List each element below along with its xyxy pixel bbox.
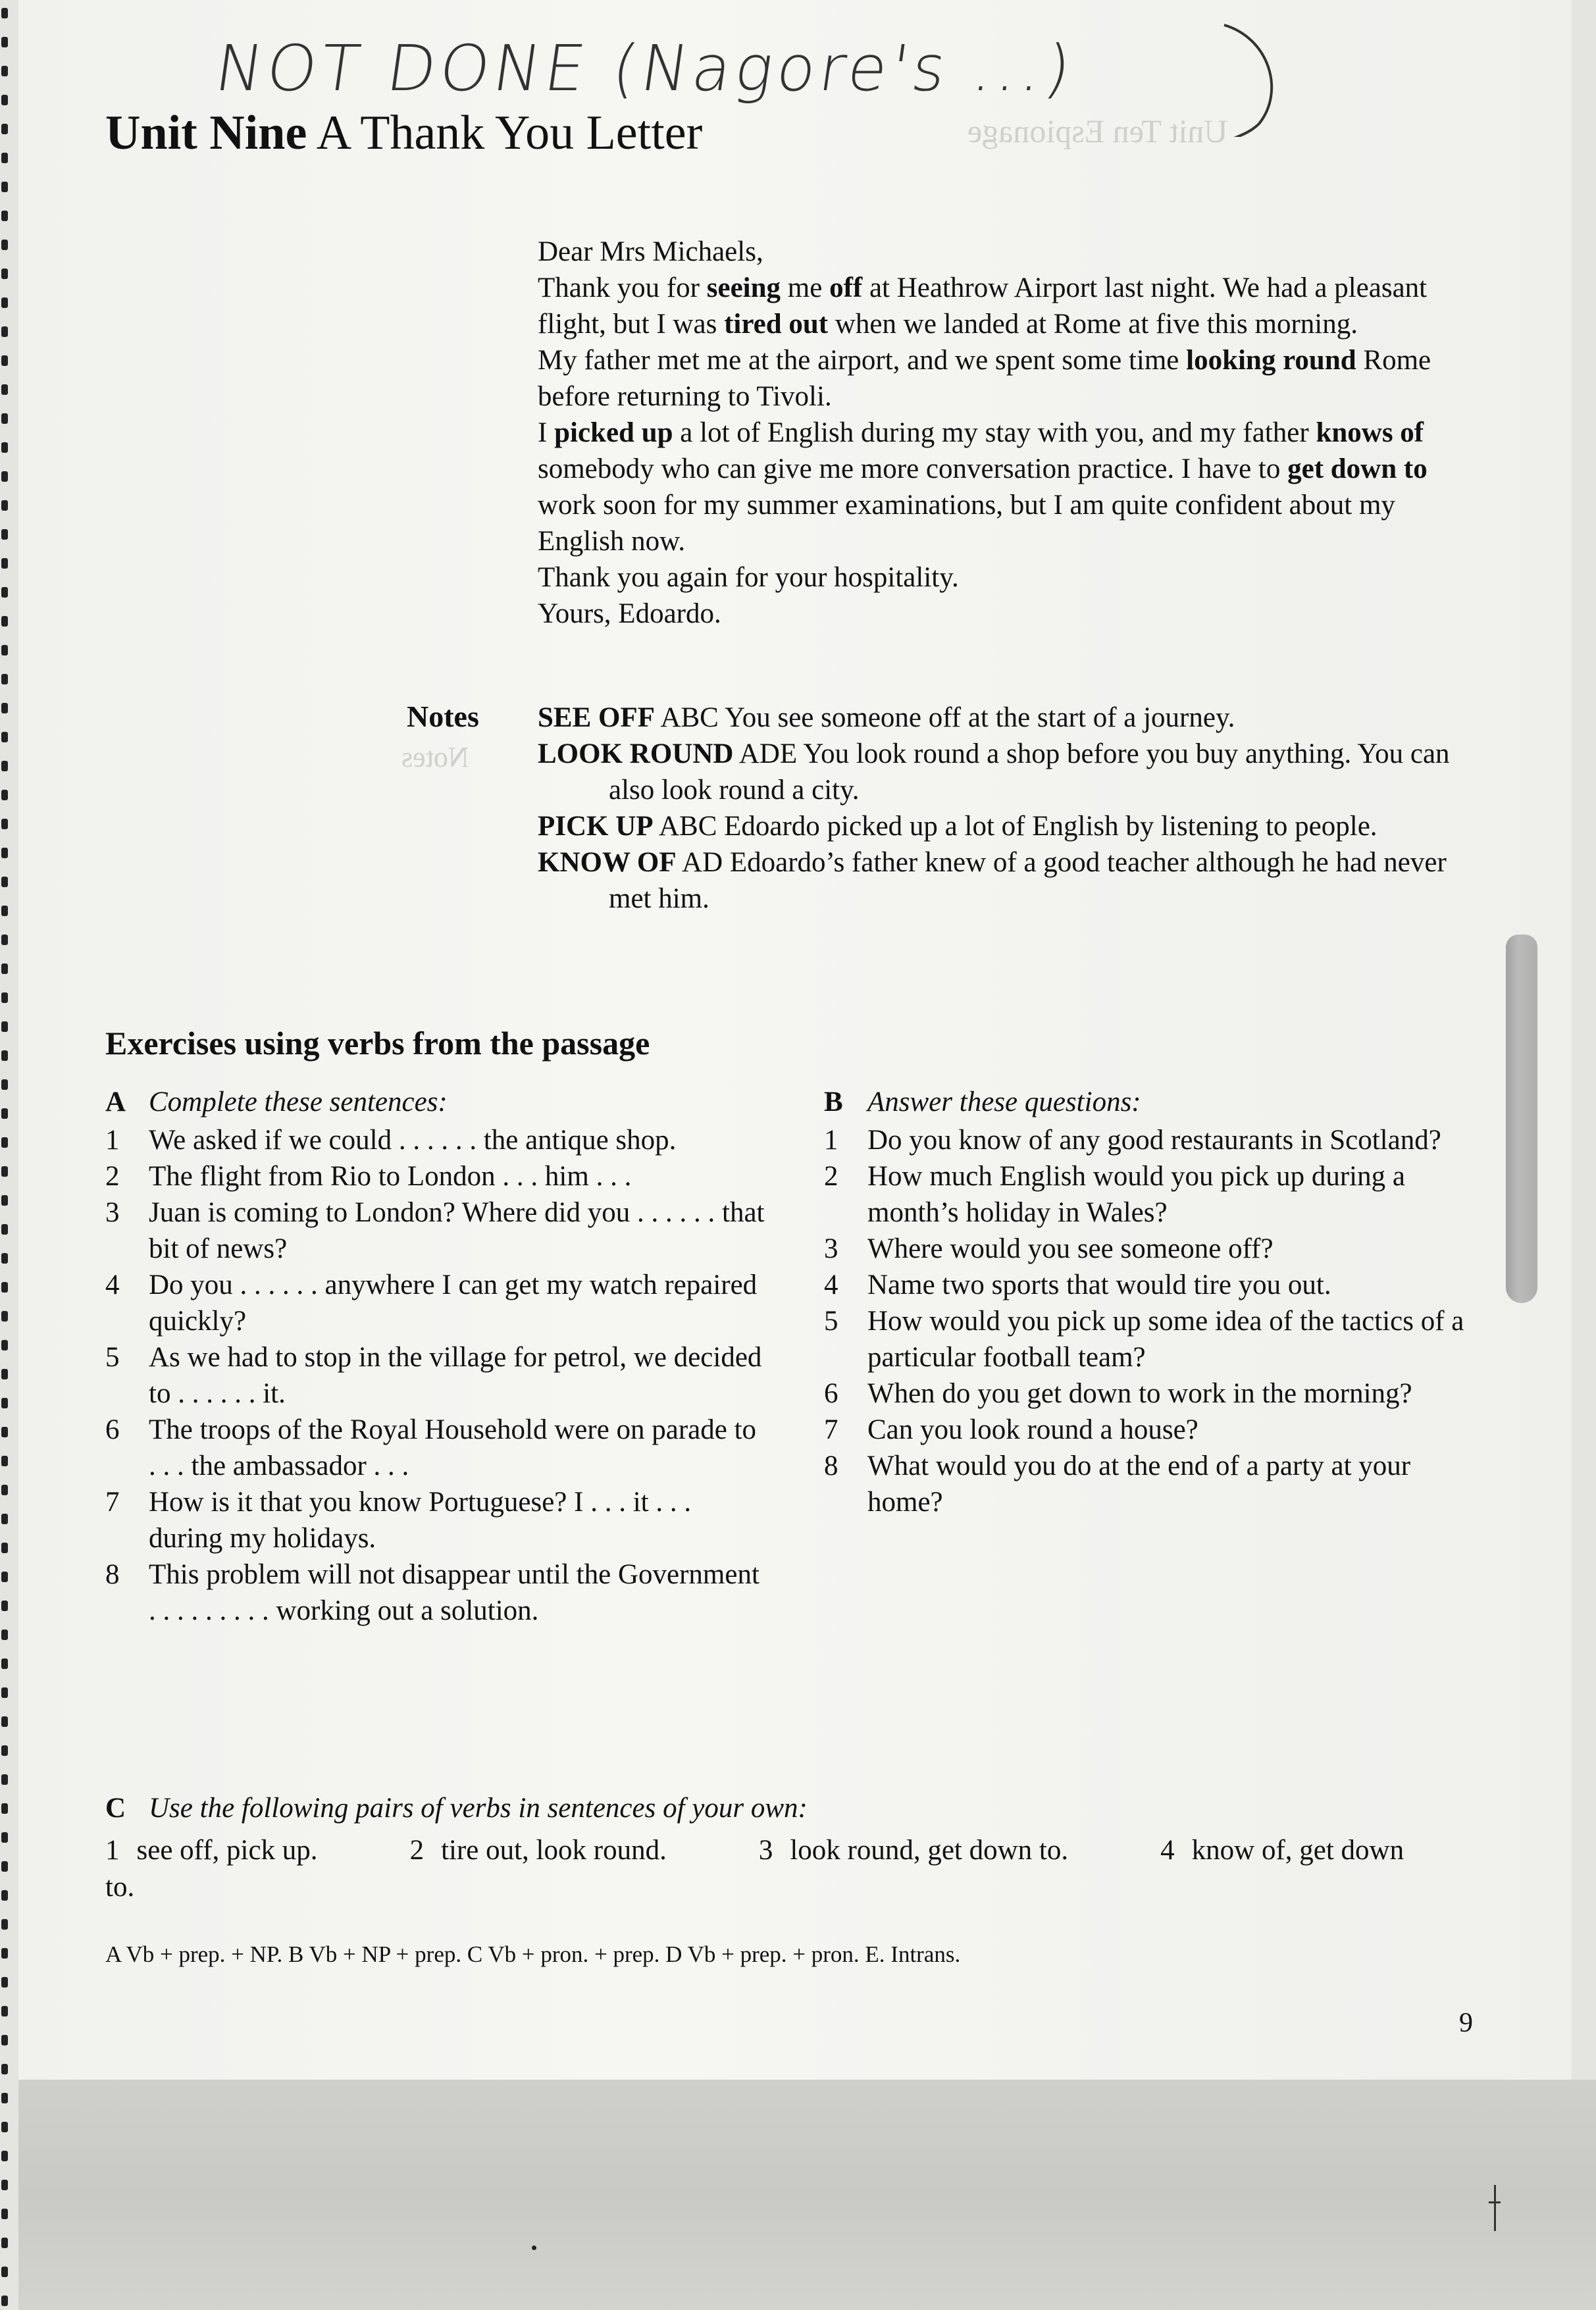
- section-b-letter: B: [824, 1087, 843, 1117]
- section-c-pair-number: 1: [105, 1835, 120, 1866]
- letter-text: a lot of English during my stay with you, and my father: [673, 417, 1316, 448]
- section-c-pair: [759, 1835, 1114, 1866]
- spiral-ring: [1, 790, 8, 800]
- section-a-item: [105, 1158, 770, 1194]
- section-c-pair-text: look round, get down to.: [790, 1835, 1069, 1866]
- section-a-item-text: Juan is coming to London? Where did you . . . . . . that bit of news?: [149, 1197, 765, 1264]
- section-b-item-number: 2: [824, 1161, 838, 1192]
- spiral-ring: [1, 1137, 8, 1148]
- letter-paragraph: [538, 596, 1485, 632]
- spiral-ring: [1, 761, 8, 771]
- section-c-letter: C: [105, 1793, 126, 1824]
- section-a-item-text: How is it that you know Portuguese? I . . . it . . . during my holidays.: [149, 1487, 692, 1554]
- spiral-ring: [1, 645, 8, 655]
- section-a-instruction: Complete these sentences:: [149, 1087, 448, 1117]
- spiral-ring: [1, 1427, 8, 1437]
- spiral-ring: [1, 66, 8, 76]
- section-c-pair: [105, 1835, 364, 1866]
- spiral-ring: [1, 1340, 8, 1350]
- spiral-ring: [1, 1079, 8, 1090]
- spiral-ring: [1, 1832, 8, 1843]
- spiral-ring: [1, 529, 8, 540]
- note-term: KNOW OF: [538, 847, 677, 878]
- spiral-ring: [1, 1166, 8, 1177]
- phrasal-verb: looking round: [1186, 345, 1356, 376]
- section-b-item-text: Where would you see someone off?: [867, 1233, 1274, 1264]
- grammar-key: A Vb + prep. + NP. B Vb + NP + prep. C Vb + pron. + prep. D Vb + prep. + pron. E. Intrans.: [105, 1941, 961, 1967]
- section-a-list: [105, 1122, 770, 1629]
- note-entry: [538, 844, 1485, 917]
- section-b-heading: [824, 1084, 1489, 1120]
- letter-text: work soon for my summer examinations, but I am quite confident about my English now.: [538, 490, 1395, 557]
- note-entry: [538, 736, 1485, 808]
- spiral-ring: [1, 1572, 8, 1582]
- spiral-ring: [1, 2238, 8, 2248]
- section-c-instruction: Use the following pairs of verbs in sentences of your own:: [149, 1793, 808, 1824]
- spiral-ring: [1, 1919, 8, 1930]
- spiral-ring: [1, 2180, 8, 2190]
- phrasal-verb: picked up: [554, 417, 673, 448]
- spiral-ring: [1, 124, 8, 134]
- section-b-item-number: 4: [824, 1270, 838, 1300]
- section-b-instruction: Answer these questions:: [867, 1087, 1141, 1117]
- spiral-ring: [1, 471, 8, 482]
- section-b-list: [824, 1122, 1489, 1520]
- spiral-ring: [1, 1890, 8, 1901]
- letter-text: at Heathrow Airport last night. We had a pleasant flight, but I was: [538, 272, 1428, 340]
- note-text: Edoardo’s father knew of a good teacher although he had never met him.: [609, 847, 1447, 914]
- bleed-through-title: Unit Ten Espionage: [967, 113, 1228, 149]
- scan-dot: [532, 2246, 536, 2250]
- spiral-ring: [1, 2122, 8, 2132]
- letter-text: when we landed at Rome at five this morning.: [828, 309, 1358, 340]
- section-b-item-text: Name two sports that would tire you out.: [867, 1270, 1331, 1300]
- spiral-ring: [1, 992, 8, 1003]
- section-c-pair-text: know of, get down to.: [105, 1835, 1404, 1903]
- spiral-ring: [1, 1774, 8, 1785]
- bleed-through-notes: Notes: [401, 741, 469, 773]
- section-b-item: [824, 1122, 1489, 1158]
- section-a-item: [105, 1484, 770, 1556]
- section-b-item-number: 3: [824, 1233, 838, 1264]
- spiral-ring: [1, 906, 8, 916]
- note-entry: [538, 700, 1485, 736]
- letter-body: [538, 234, 1485, 632]
- spiral-ring: [1, 442, 8, 453]
- spiral-ring: [1, 1687, 8, 1698]
- section-b-item: [824, 1448, 1489, 1520]
- spiral-ring: [1, 2035, 8, 2045]
- section-a-item-number: 7: [105, 1487, 120, 1518]
- spiral-ring: [1, 1601, 8, 1611]
- note-text: Edoardo picked up a lot of English by listening to people.: [724, 811, 1377, 842]
- spiral-ring: [1, 1861, 8, 1872]
- section-a-item-text: As we had to stop in the village for petrol, we decided to . . . . . . it.: [149, 1342, 762, 1409]
- note-term: SEE OFF: [538, 702, 656, 733]
- spiral-ring: [1, 326, 8, 337]
- spiral-ring: [1, 1745, 8, 1756]
- letter-text: Dear Mrs Michaels,: [538, 236, 763, 267]
- section-a-item: [105, 1194, 770, 1267]
- spiral-ring: [1, 500, 8, 511]
- section-a-item-text: The flight from Rio to London . . . him . . .: [149, 1161, 632, 1192]
- spiral-ring: [1, 1948, 8, 1959]
- letter-paragraph: [538, 234, 1485, 270]
- note-codes: ABC: [660, 702, 719, 733]
- section-b-item-number: 6: [824, 1378, 838, 1409]
- spiral-ring: [1, 558, 8, 569]
- section-a-item: [105, 1122, 770, 1158]
- spiral-ring: [1, 211, 8, 221]
- phrasal-verb: get down to: [1287, 453, 1428, 484]
- section-a-item-number: 8: [105, 1559, 120, 1590]
- spiral-ring: [1, 1485, 8, 1495]
- section-a-item-text: This problem will not disappear until the Government . . . . . . . . . working out a solution.: [149, 1559, 759, 1626]
- section-c-pairs: [105, 1832, 1474, 1906]
- letter-paragraph: [538, 270, 1485, 342]
- spiral-ring: [1, 2093, 8, 2103]
- note-entry: [538, 808, 1485, 844]
- spiral-ring: [1, 674, 8, 684]
- section-c-pair-text: see off, pick up.: [136, 1835, 318, 1866]
- letter-text: I: [538, 417, 555, 448]
- spiral-ring: [1, 963, 8, 974]
- scan-mark: [1494, 2185, 1496, 2231]
- letter-paragraph: [538, 559, 1485, 596]
- letter-paragraph: [538, 415, 1485, 559]
- notes-heading: Notes: [407, 700, 479, 733]
- note-codes: ADE: [738, 738, 798, 769]
- spiral-ring: [1, 2151, 8, 2161]
- note-term: LOOK ROUND: [538, 738, 734, 769]
- spiral-ring: [1, 95, 8, 105]
- section-c-pair: [410, 1835, 713, 1866]
- spiral-ring: [1, 2006, 8, 2016]
- section-a-item: [105, 1556, 770, 1629]
- spiral-ring: [1, 1282, 8, 1293]
- spiral-ring: [1, 1543, 8, 1553]
- spiral-ring: [1, 1050, 8, 1061]
- section-c-pair-text: tire out, look round.: [441, 1835, 667, 1866]
- spiral-ring: [1, 1021, 8, 1032]
- spiral-ring: [1, 269, 8, 279]
- spiral-ring: [1, 1311, 8, 1322]
- section-c-heading: [105, 1790, 1474, 1827]
- spiral-ring: [1, 2267, 8, 2277]
- spiral-ring: [1, 935, 8, 945]
- section-b-item: [824, 1412, 1489, 1448]
- title-name: A Thank You Letter: [316, 106, 703, 160]
- spiral-ring: [1, 1253, 8, 1264]
- section-b-item-text: Do you know of any good restaurants in Scotland?: [867, 1125, 1441, 1156]
- section-a-item-text: The troops of the Royal Household were on parade to . . . the ambassador . . .: [149, 1414, 757, 1481]
- note-text: You see someone off at the start of a journey.: [724, 702, 1235, 733]
- section-a-item-text: We asked if we could . . . . . . the antique shop.: [149, 1125, 677, 1156]
- section-b-item: [824, 1231, 1489, 1267]
- notes-list: [538, 700, 1485, 917]
- scan-smear: [1506, 935, 1537, 1303]
- section-a-item-number: 6: [105, 1414, 120, 1445]
- letter-text: Thank you for: [538, 272, 707, 303]
- section-b: [824, 1084, 1489, 1520]
- spiral-ring: [1, 8, 8, 18]
- spiral-ring: [1, 703, 8, 713]
- section-c-pair-number: 4: [1160, 1835, 1175, 1866]
- letter-text: Thank you again for your hospitality.: [538, 562, 959, 593]
- section-a-item: [105, 1267, 770, 1339]
- spiral-ring: [1, 2209, 8, 2219]
- spiral-ring: [1, 355, 8, 366]
- spiral-ring: [1, 877, 8, 887]
- section-a-heading: [105, 1084, 770, 1120]
- note-codes: ABC: [658, 811, 717, 842]
- exercises-heading: Exercises using verbs from the passage: [105, 1025, 650, 1062]
- section-b-item: [824, 1375, 1489, 1412]
- spiral-ring: [1, 153, 8, 163]
- section-a-item-number: 5: [105, 1342, 120, 1373]
- letter-text: me: [781, 272, 830, 303]
- spiral-ring: [1, 297, 8, 308]
- spiral-ring: [1, 587, 8, 598]
- section-b-item-number: 5: [824, 1306, 838, 1337]
- title-unit: Unit Nine: [105, 106, 307, 160]
- section-a-item-number: 4: [105, 1270, 120, 1300]
- section-b-item: [824, 1303, 1489, 1375]
- handwritten-text: NOT DONE (Nagore's ...): [211, 32, 1079, 105]
- spiral-ring: [1, 2296, 8, 2306]
- section-b-item-text: When do you get down to work in the morning?: [867, 1378, 1412, 1409]
- spiral-ring: [1, 1195, 8, 1206]
- section-b-item-number: 8: [824, 1450, 838, 1481]
- letter-paragraph: [538, 342, 1485, 415]
- spiral-ring: [1, 1803, 8, 1814]
- section-a-item: [105, 1339, 770, 1412]
- spiral-ring: [1, 182, 8, 192]
- section-b-item-number: 7: [824, 1414, 838, 1445]
- section-a-item-number: 2: [105, 1161, 120, 1192]
- spiral-ring: [1, 240, 8, 250]
- section-b-item-text: How would you pick up some idea of the tactics of a particular football team?: [867, 1306, 1464, 1373]
- letter-text: Yours, Edoardo.: [538, 598, 721, 629]
- spiral-ring: [1, 1658, 8, 1669]
- section-c-pair-number: 2: [409, 1835, 425, 1866]
- section-a-item: [105, 1412, 770, 1484]
- spiral-ring: [1, 2064, 8, 2074]
- section-b-item: [824, 1267, 1489, 1303]
- section-a-item-number: 3: [105, 1197, 120, 1228]
- page-number: 9: [1459, 2008, 1473, 2038]
- phrasal-verb: off: [829, 272, 863, 303]
- spiral-ring: [1, 1224, 8, 1235]
- section-a-letter: A: [105, 1087, 126, 1117]
- page-title: [105, 105, 702, 161]
- spiral-ring: [1, 732, 8, 742]
- section-a-item-text: Do you . . . . . . anywhere I can get my watch repaired quickly?: [149, 1270, 758, 1337]
- scan-mark: [1489, 2201, 1501, 2203]
- spiral-ring: [1, 1108, 8, 1119]
- spiral-ring: [1, 37, 8, 47]
- spiral-ring: [1, 1716, 8, 1727]
- spiral-ring: [1, 848, 8, 858]
- section-b-item: [824, 1158, 1489, 1231]
- spiral-binding: [0, 0, 14, 2310]
- letter-text: somebody who can give me more conversation practice. I have to: [538, 453, 1288, 484]
- section-b-item-text: What would you do at the end of a party at your home?: [867, 1450, 1411, 1518]
- spiral-ring: [1, 1398, 8, 1408]
- spiral-ring: [1, 384, 8, 395]
- scanner-bed: [18, 2080, 1596, 2310]
- spiral-ring: [1, 1514, 8, 1524]
- spiral-ring: [1, 1456, 8, 1466]
- section-b-item-text: How much English would you pick up during a month’s holiday in Wales?: [867, 1161, 1405, 1228]
- spiral-ring: [1, 1369, 8, 1379]
- section-a-item-number: 1: [105, 1125, 120, 1156]
- spiral-ring: [1, 616, 8, 627]
- section-a: [105, 1084, 770, 1629]
- letter-text: Rome before returning to Tivoli.: [538, 345, 1431, 412]
- letter-text: My father met me at the airport, and we spent some time: [538, 345, 1187, 376]
- phrasal-verb: seeing: [706, 272, 781, 303]
- note-text: You look round a shop before you buy anything. You can also look round a city.: [609, 738, 1450, 806]
- phrasal-verb: knows of: [1316, 417, 1424, 448]
- section-b-item-text: Can you look round a house?: [867, 1414, 1198, 1445]
- spiral-ring: [1, 413, 8, 424]
- spiral-ring: [1, 1630, 8, 1640]
- spiral-ring: [1, 819, 8, 829]
- spiral-ring: [1, 1977, 8, 1988]
- note-codes: AD: [682, 847, 723, 878]
- phrasal-verb: tired out: [724, 309, 829, 340]
- section-c: [105, 1790, 1474, 1906]
- section-c-pair-number: 3: [758, 1835, 773, 1866]
- note-term: PICK UP: [538, 811, 654, 842]
- section-b-item-number: 1: [824, 1125, 838, 1156]
